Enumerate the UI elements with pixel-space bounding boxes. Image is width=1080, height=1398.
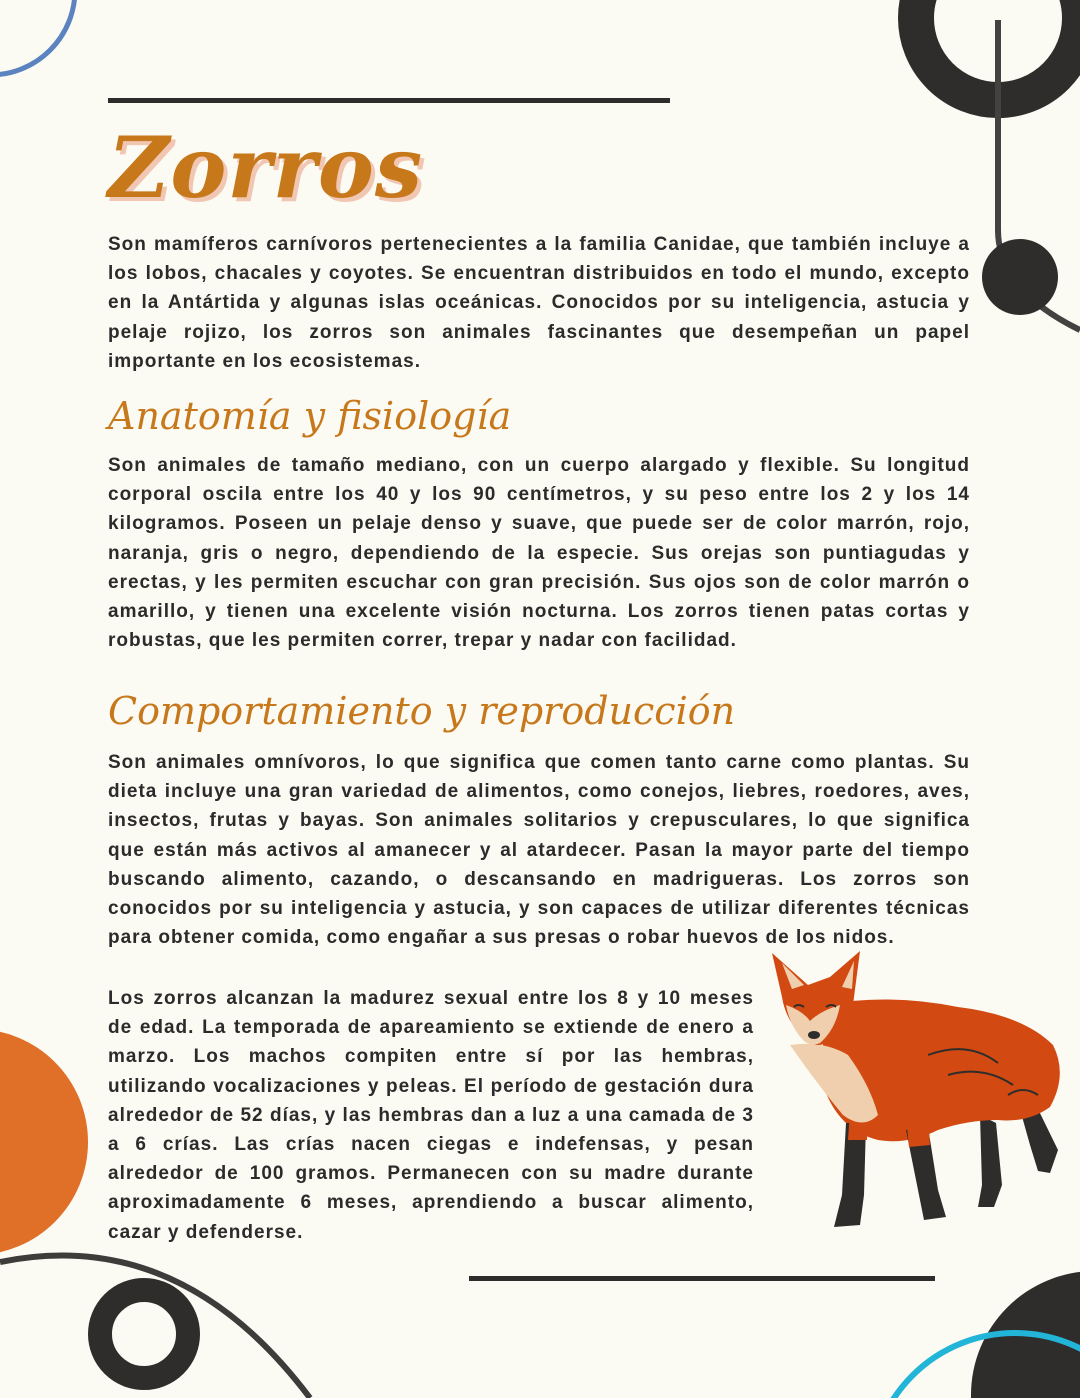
anatomy-paragraph: Son animales de tamaño mediano, con un cuerpo alargado y flexible. Su longitud corporal oscila entre los 40 y los 90 centímetros, y su peso entre los 2 y los 14 kilogramos. Poseen un pelaje denso y suave, que puede ser de color marrón, rojo, naranja, gris o negro, dependiendo de la especie. Sus orejas son puntiagudas y erectas, y les permiten escuchar con gran precisión. Sus ojos son de color marrón o amarillo, y tienen una excelente visión nocturna. Los zorros tienen patas cortas y robustas, que les permiten correr, trepar y nadar con facilidad.	[108, 455, 970, 652]
section-heading-behavior: Comportamiento y reproducción	[108, 689, 736, 733]
intro-paragraph: Son mamíferos carnívoros pertenecientes a la familia Canidae, que también incluye a los lobos, chacales y coyotes. Se encuentran distribuidos en todo el mundo, excepto en la Antártida y algunas islas oceánicas. Conocidos por su inteligencia, astucia y pelaje rojizo, los zorros son animales fascinantes que desempeñan un papel importante en los ecosistemas.	[108, 234, 970, 372]
behavior-paragraph: Son animales omnívoros, lo que significa que comen tanto carne como plantas. Su dieta incluye una gran variedad de alimentos, como conejos, liebres, roedores, aves, insectos, frutas y bayas. Son animales solitarios y crepusculares, lo que significa que están más activos al amanecer y al atardecer. Pasan la mayor parte del tiempo buscando alimento, cazando, o descansando en madrigueras. Los zorros son conocidos por su inteligencia y astucia, y son capaces de utilizar diferentes técnicas para obtener comida, como engañar a sus presas o robar huevos de los nidos.	[108, 752, 970, 949]
reproduction-paragraph: Los zorros alcanzan la madurez sexual entre los 8 y 10 meses de edad. La temporada de apareamiento se extiende de enero a marzo. Los machos compiten entre sí por las hembras, utilizando vocalizaciones y peleas. El período de gestación dura alrededor de 52 días, y las hembras dan a luz a una camada de 3 a 6 crías. Las crías nacen ciegas e indefensas, y pesan alrededor de 100 gramos. Permanecen con su madre durante aproximadamente 6 meses, aprendiendo a buscar alimento, cazar y defenderse.	[108, 988, 754, 1243]
blue-arc	[0, 0, 75, 75]
orange-circle	[0, 1029, 88, 1255]
top-divider	[108, 98, 670, 103]
fox-icon	[768, 945, 1068, 1235]
dark-ring-bottom	[100, 1290, 188, 1378]
bottom-divider	[469, 1276, 935, 1281]
section-heading-anatomy: Anatomía y fisiología	[108, 394, 512, 438]
page-title: Zorros	[108, 118, 424, 217]
dark-dot	[982, 239, 1058, 315]
